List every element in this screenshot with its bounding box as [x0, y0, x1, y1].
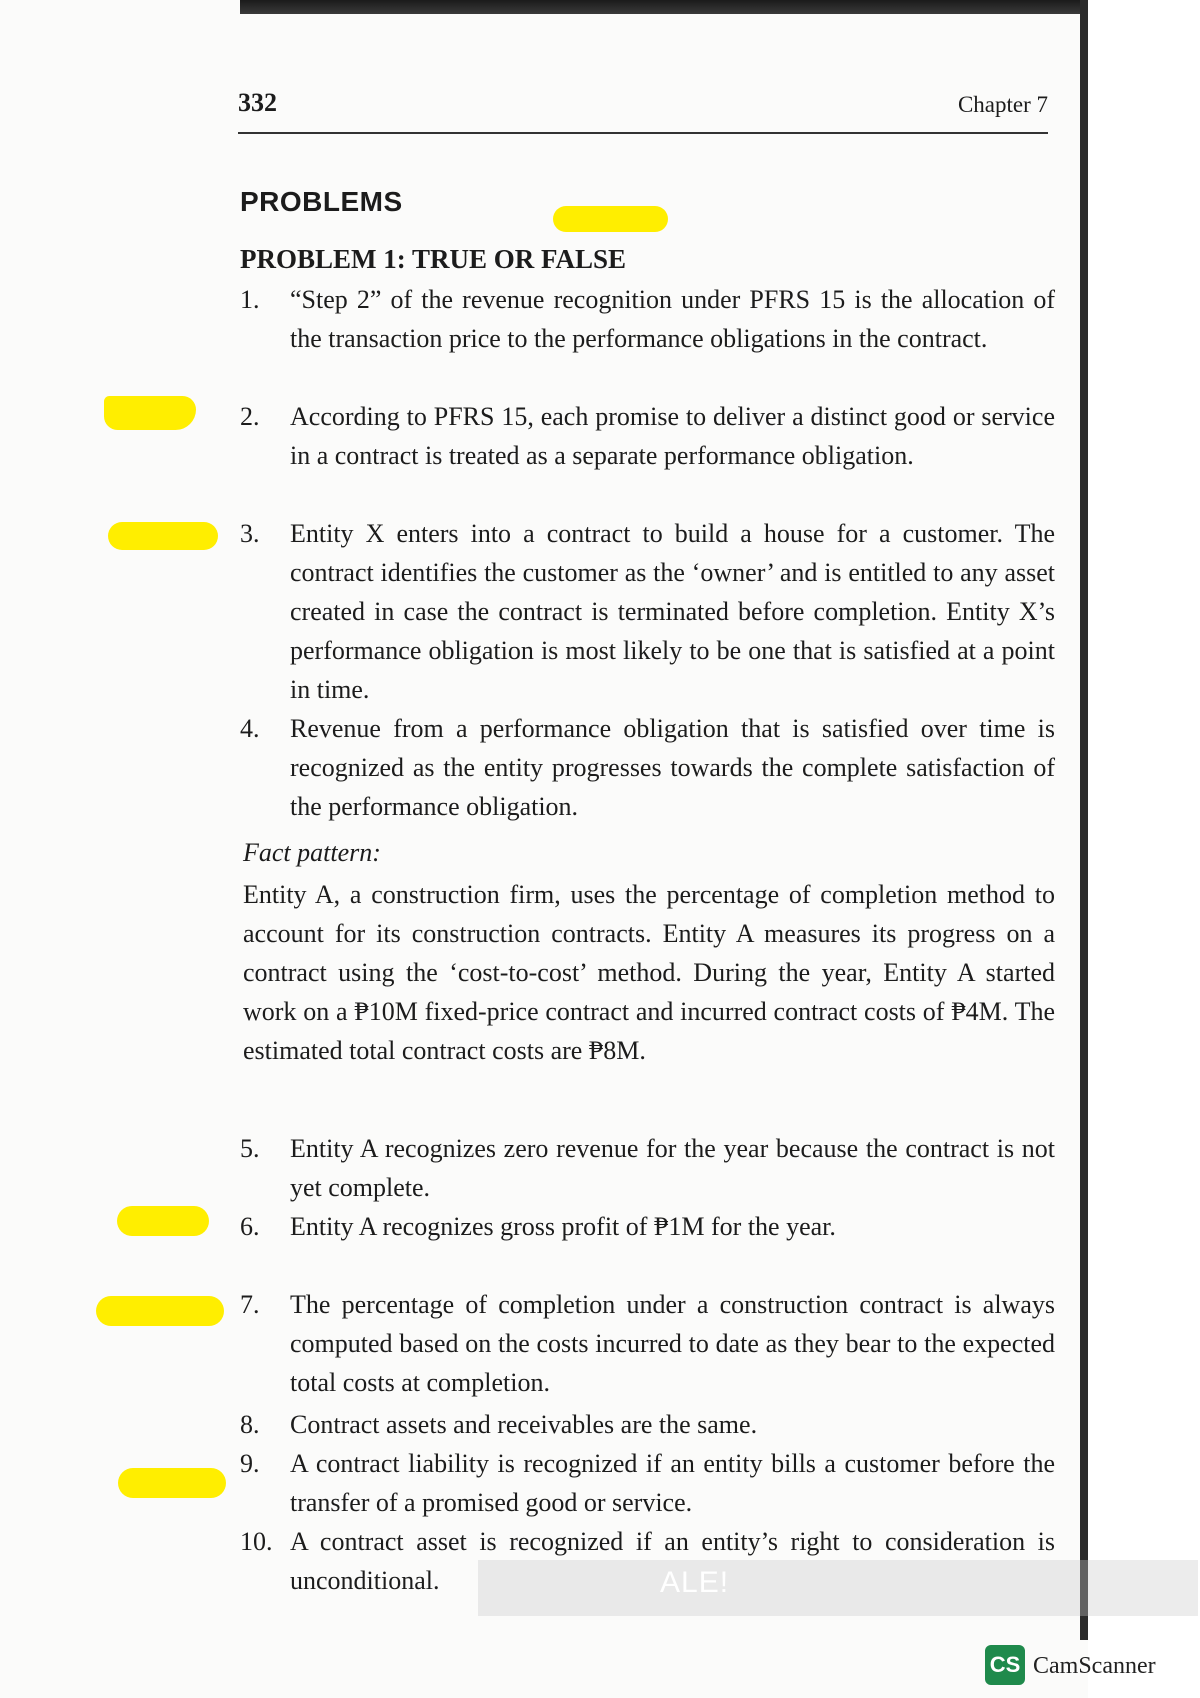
item-number: 8. — [240, 1410, 260, 1439]
list-item — [240, 1444, 1055, 1522]
item-number: 4. — [240, 714, 260, 743]
margin — [1088, 0, 1200, 1698]
item-text: Entity A recognizes gross profit of ₱1M for the year. — [290, 1212, 836, 1241]
item-text: “Step 2” of the revenue recognition under PFRS 15 is the allocation of the transaction price to the performance obligations in the contract. — [290, 285, 1055, 353]
overlay-text: ALE! — [660, 1566, 730, 1599]
item-number: 2. — [240, 402, 260, 431]
highlight-mark — [553, 206, 668, 232]
item-text: The percentage of completion under a construction contract is always computed based on the costs incurred to date as they bear to the expected total costs at completion. — [290, 1290, 1055, 1397]
item-text: A contract liability is recognized if an entity bills a customer before the transfer of a promised good or service. — [290, 1449, 1055, 1517]
highlight-mark — [117, 1206, 209, 1236]
list-item — [240, 709, 1055, 826]
list-item — [240, 1285, 1055, 1402]
item-number: 1. — [240, 285, 260, 314]
highlight-mark — [108, 522, 218, 550]
page-header — [238, 88, 1048, 134]
highlight-mark — [96, 1296, 224, 1326]
page-number: 332 — [238, 88, 277, 117]
item-number: 7. — [240, 1290, 260, 1319]
item-text: Contract assets and receivables are the same. — [290, 1410, 758, 1439]
item-number: 6. — [240, 1212, 260, 1241]
list-item — [240, 280, 1055, 358]
item-text: Entity X enters into a contract to build a house for a customer. The contract identifies the customer as the ‘owner’ and is entitled to any asset created in case the contract is terminated before completion. Entity X’s performance obligation is most likely to be one that is satisfied at a point in time. — [290, 519, 1055, 704]
list-item — [240, 514, 1055, 709]
problem-title: PROBLEM 1: TRUE OR FALSE — [240, 244, 627, 274]
list-item — [240, 1405, 1055, 1444]
item-text: Revenue from a performance obligation that is satisfied over time is recognized as the entity progresses towards the complete satisfaction of the performance obligation. — [290, 714, 1055, 821]
fact-pattern-label: Fact pattern: — [243, 838, 381, 867]
highlight-mark — [104, 396, 196, 430]
item-text: According to PFRS 15, each promise to deliver a distinct good or service in a contract is treated as a separate performance obligation. — [290, 402, 1055, 470]
problems-heading: PROBLEMS — [240, 186, 403, 217]
item-text: Entity A recognizes zero revenue for the year because the contract is not yet complete. — [290, 1134, 1055, 1202]
camscanner-logo-icon: CS — [985, 1645, 1025, 1685]
highlight-mark — [118, 1468, 226, 1498]
chapter-label: Chapter 7 — [957, 92, 1048, 117]
page-edge — [1080, 0, 1088, 1640]
overlay-band — [478, 1560, 1198, 1616]
item-number: 10. — [240, 1527, 273, 1556]
list-item — [240, 1207, 1055, 1246]
item-number: 5. — [240, 1134, 260, 1163]
list-item — [240, 1129, 1055, 1207]
item-number: 3. — [240, 519, 260, 548]
fact-pattern-text: Entity A, a construction firm, uses the percentage of completion method to account for its construction contracts. Entity A measures its progress on a contract using the ‘cost-to-cost’ method. During the year, Entity A started work on a ₱10M fixed-price contract and incurred contract costs of ₱4M. The estimated total contract costs are ₱8M. — [243, 880, 1055, 1065]
camscanner-watermark: CamScanner — [1033, 1653, 1156, 1679]
item-text: A contract asset is recognized if an entity’s right to consideration is unconditional. — [290, 1527, 1055, 1595]
list-item — [240, 397, 1055, 475]
top-binding-shadow — [240, 0, 1090, 14]
item-number: 9. — [240, 1449, 260, 1478]
